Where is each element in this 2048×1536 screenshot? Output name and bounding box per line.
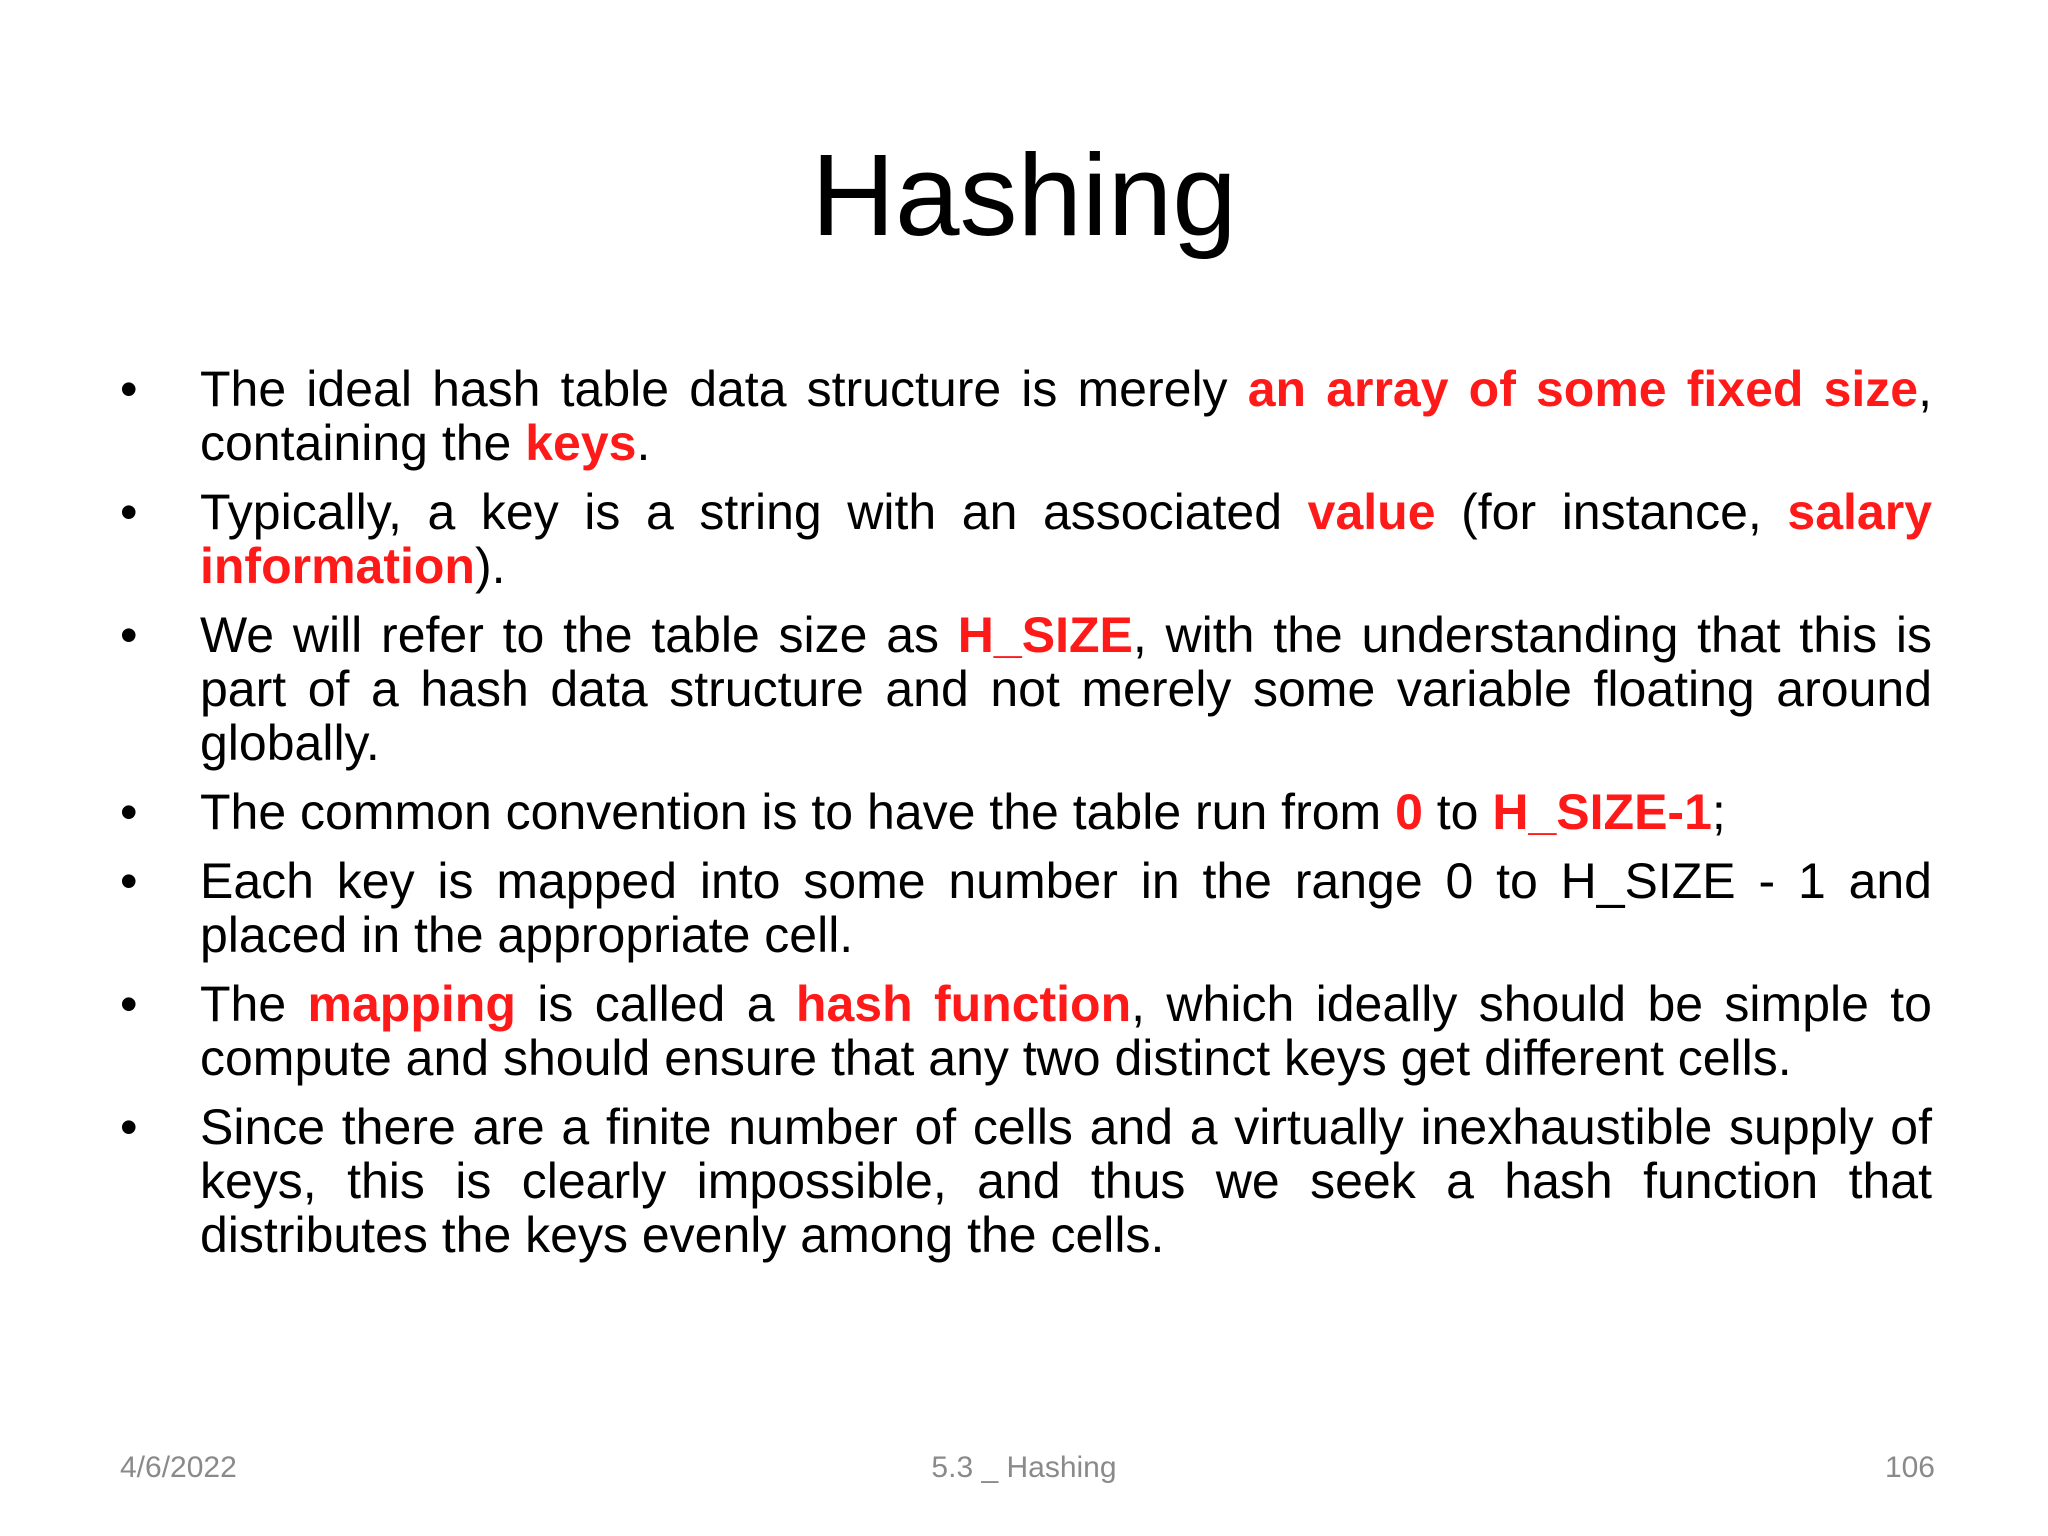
footer-date: 4/6/2022 bbox=[120, 1451, 237, 1484]
bullet-item bbox=[120, 362, 1932, 470]
bullet-text: The common convention is to have the table run from bbox=[200, 784, 1396, 840]
bullet-text: . bbox=[636, 415, 651, 471]
bullet-marker: • bbox=[120, 784, 138, 840]
highlighted-term: mapping bbox=[307, 976, 516, 1032]
bullet-marker: • bbox=[120, 1099, 138, 1155]
highlighted-term: H_SIZE-1 bbox=[1492, 784, 1712, 840]
bullet-item bbox=[120, 608, 1932, 770]
bullet-item bbox=[120, 977, 1932, 1085]
bullet-text: (for instance, bbox=[1435, 484, 1788, 540]
bullet-text: We will refer to the table size as bbox=[200, 607, 958, 663]
bullet-marker: • bbox=[120, 484, 138, 540]
bullet-text: Each key is mapped into some number in the range 0 to H_SIZE - 1 and placed in the appropriate cell. bbox=[200, 853, 1932, 963]
bullet-marker: • bbox=[120, 976, 138, 1032]
bullet-item bbox=[120, 1100, 1932, 1262]
bullet-text: is called a bbox=[515, 976, 796, 1032]
highlighted-term: keys bbox=[525, 415, 637, 471]
bullet-text: ; bbox=[1711, 784, 1726, 840]
bullet-marker: • bbox=[120, 361, 138, 417]
highlighted-term: an array of some fixed size bbox=[1247, 361, 1919, 417]
bullet-text: The bbox=[200, 976, 308, 1032]
bullet-item bbox=[120, 485, 1932, 593]
bullet-item bbox=[120, 785, 1932, 839]
highlighted-term: 0 bbox=[1395, 784, 1423, 840]
bullet-text: , which ideally should be simple to compute and should ensure that any two distinct keys get different cells. bbox=[200, 976, 1932, 1086]
footer-page-number: 106 bbox=[1884, 1451, 1935, 1484]
footer-title: 5.3 _ Hashing bbox=[931, 1451, 1117, 1484]
bullet-item bbox=[120, 854, 1932, 962]
bullet-text: , with the understanding that this is part of a hash data structure and not merely some variable floating around globally. bbox=[200, 607, 1932, 771]
slide-title: Hashing bbox=[811, 130, 1237, 260]
highlighted-term: salary information bbox=[200, 484, 1933, 594]
bullet-text: Typically, a key is a string with an associated bbox=[200, 484, 1308, 540]
bullet-marker: • bbox=[120, 853, 138, 909]
highlighted-term: value bbox=[1307, 484, 1436, 540]
bullet-text: ). bbox=[474, 538, 506, 594]
bullet-text: , containing the bbox=[200, 361, 1932, 471]
bullet-text: to bbox=[1422, 784, 1493, 840]
bullet-text: The ideal hash table data structure is merely bbox=[200, 361, 1248, 417]
bullet-list bbox=[120, 362, 1932, 1277]
highlighted-term: H_SIZE bbox=[957, 607, 1133, 663]
bullet-text: Since there are a finite number of cells and a virtually inexhaustible supply of keys, this is clearly impossible, and thus we seek a hash function that distributes the keys evenly among the cells. bbox=[200, 1099, 1932, 1263]
bullet-marker: • bbox=[120, 607, 138, 663]
highlighted-term: hash function bbox=[795, 976, 1132, 1032]
